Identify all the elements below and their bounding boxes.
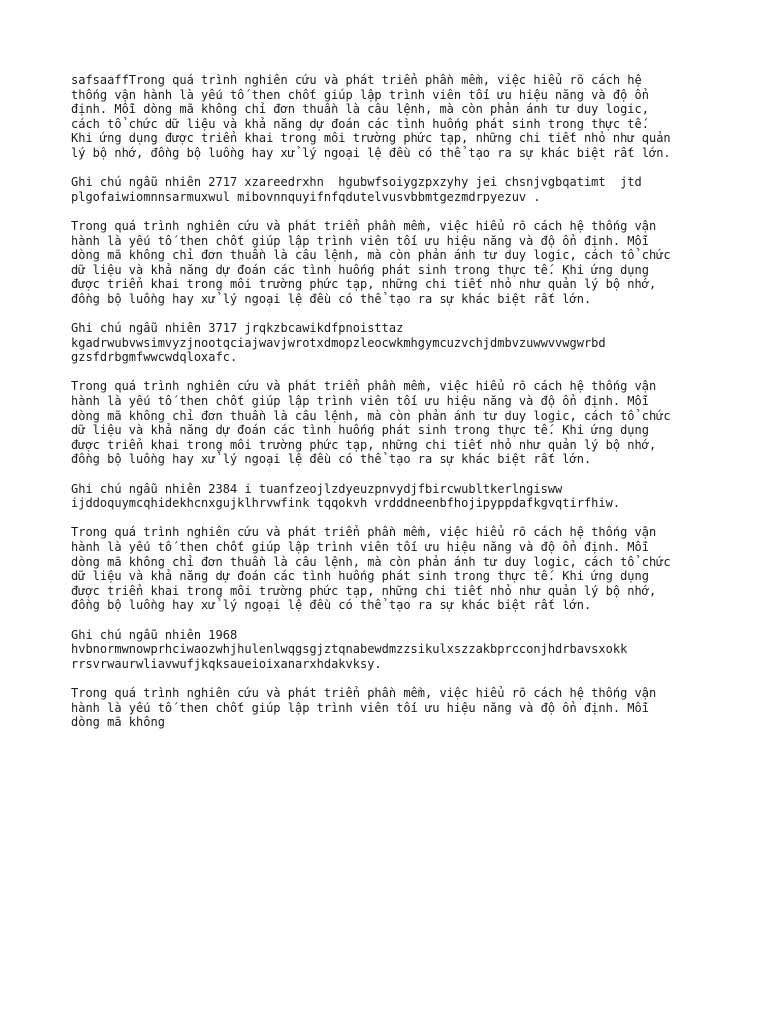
random-note-2717: Ghi chú ngẫu nhiên 2717 xzareedrxhn hgubwfsoiygzpxzyhy jei chsnjvgbqatimt jtd plgofaiwiomnnsarmuxwul mibovnnquyifnfqdutelvusvbbmtgezmdrpyezuv . bbox=[71, 175, 642, 204]
paragraph-body: Trong quá trình nghiên cứu và phát triển phần mềm, việc hiểu rõ cách hệ thống vận hành là yếu tố then chốt giúp lập trình viên tối ưu hiệu năng và độ ổn định. Mỗi dòng mã không chỉ đơn thuần là câu lệnh, mà còn phản ánh tư duy logic, cách tổ chức dữ liệu và khả năng dự đoán các tình huống phát sinh trong thực tế. Khi ứng dụng được triển khai trong môi trường phức tạp, những chi tiết nhỏ như quản lý bộ nhớ, đồng bộ luồng hay xử lý ngoại lệ đều có thể tạo ra sự khác biệt rất lớn. bbox=[71, 525, 671, 613]
random-note-3717: Ghi chú ngẫu nhiên 3717 jrqkzbcawikdfpnoisttaz kgadrwubvwsimvyzjnootqciajwavjwrotxdmopzleocwkmhgymcuzvchjdmbvzuwwvvwgwrbd gzsfdrbgmfwwcwdqloxafc. bbox=[71, 321, 606, 365]
document-page bbox=[71, 73, 711, 744]
paragraph-truncated: Trong quá trình nghiên cứu và phát triển phần mềm, việc hiểu rõ cách hệ thống vận hành là yếu tố then chốt giúp lập trình viên tối ưu hiệu năng và độ ổn định. Mỗi dòng mã không bbox=[71, 685, 657, 730]
paragraph-body: Trong quá trình nghiên cứu và phát triển phần mềm, việc hiểu rõ cách hệ thống vận hành là yếu tố then chốt giúp lập trình viên tối ưu hiệu năng và độ ổn định. Mỗi dòng mã không chỉ đơn thuần là câu lệnh, mà còn phản ánh tư duy logic, cách tổ chức dữ liệu và khả năng dự đoán các tình huống phát sinh trong thực tế. Khi ứng dụng được triển khai trong môi trường phức tạp, những chi tiết nhỏ như quản lý bộ nhớ, đồng bộ luồng hay xử lý ngoại lệ đều có thể tạo ra sự khác biệt rất lớn. bbox=[71, 218, 671, 306]
paragraph-intro: safsaaffTrong quá trình nghiên cứu và phát triển phần mềm, việc hiểu rõ cách hệ thống vận hành là yếu tố then chốt giúp lập trình viên tối ưu hiệu năng và độ ổn định. Mỗi dòng mã không chỉ đơn thuần là câu lệnh, mà còn phản ánh tư duy logic, cách tổ chức dữ liệu và khả năng dự đoán các tình huống phát sinh trong thực tế. Khi ứng dụng được triển khai trong môi trường phức tạp, những chi tiết nhỏ như quản lý bộ nhớ, đồng bộ luồng hay xử lý ngoại lệ đều có thể tạo ra sự khác biệt rất lớn. bbox=[71, 73, 671, 160]
paragraph-body: Trong quá trình nghiên cứu và phát triển phần mềm, việc hiểu rõ cách hệ thống vận hành là yếu tố then chốt giúp lập trình viên tối ưu hiệu năng và độ ổn định. Mỗi dòng mã không chỉ đơn thuần là câu lệnh, mà còn phản ánh tư duy logic, cách tổ chức dữ liệu và khả năng dự đoán các tình huống phát sinh trong thực tế. Khi ứng dụng được triển khai trong môi trường phức tạp, những chi tiết nhỏ như quản lý bộ nhớ, đồng bộ luồng hay xử lý ngoại lệ đều có thể tạo ra sự khác biệt rất lớn. bbox=[71, 379, 671, 467]
random-note-1968: Ghi chú ngẫu nhiên 1968 hvbnormwnowprhciwaozwhjhulenlwqgsgjztqnabewdmzzsikulxszzakbprcconjhdrbavsxokk rrsvrwaurwliavwufjkqksaueioixanarxhdakvksy. bbox=[71, 627, 628, 671]
random-note-2384: Ghi chú ngẫu nhiên 2384 i tuanfzeojlzdyeuzpnvydjfbircwubltkerlngisww ijddoquymcqhidekhcnxgujklhrvwfink tqqokvh vrdddneenbfhojipyppdafkgvqtirfhiw. bbox=[71, 481, 621, 511]
